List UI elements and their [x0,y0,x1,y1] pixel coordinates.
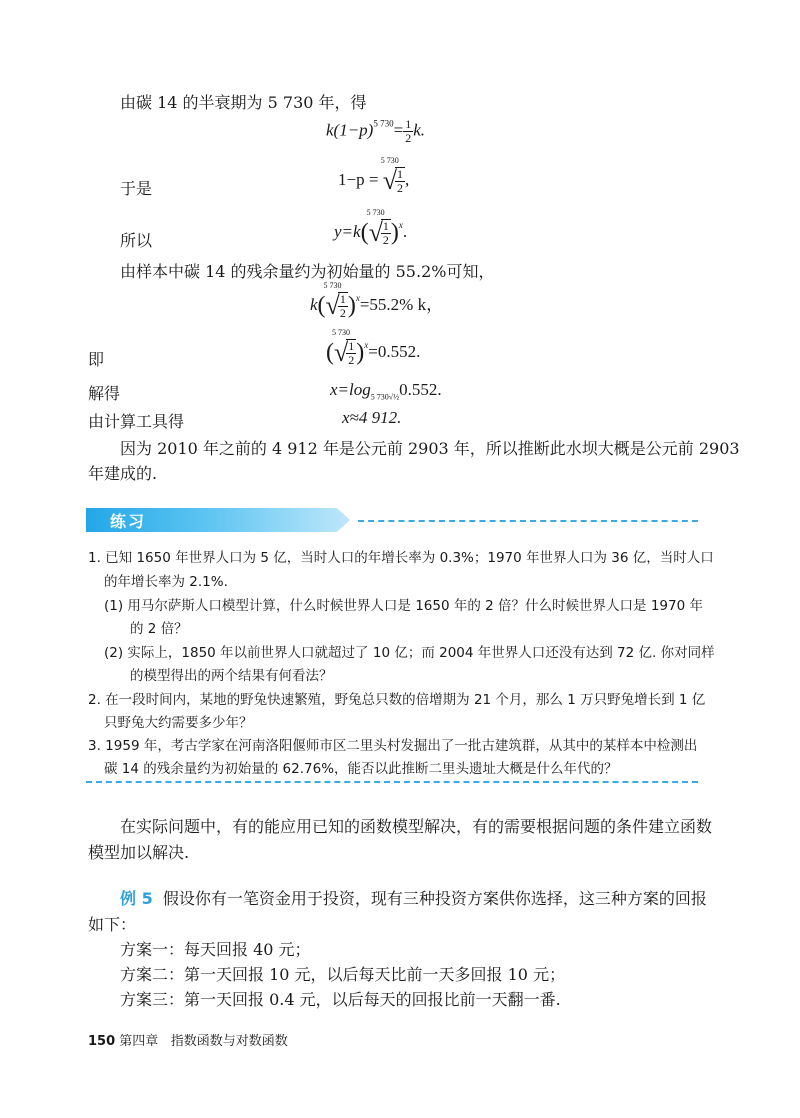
example-5-line-b: 如下： [88,915,137,934]
label-yushi: 于是 [120,179,153,198]
conclusion-line-1: 因为 2010 年之前的 4 912 年是公元前 2903 年，所以推断此水坝大概是公元前 2903 [120,439,740,458]
exercise-divider-bottom [86,781,698,783]
plan-2: 方案二：第一天回报 10 元，以后每天比前一天多回报 10 元； [120,965,566,984]
body-paragraph-line-b: 模型加以解决. [88,843,190,862]
label-calc-tool: 由计算工具得 [88,412,185,431]
equation-4: k( 5 730 √ $\frac{1}{2}$ )$^x$=55.2% k， [310,281,444,321]
chapter-label: 第四章 [119,1034,159,1049]
exercise-q1-line-a: 1. 已知 1650 年世界人口为 5 亿，当时人口的年增长率为 0.3%；1970 年世界人口为 36 亿，当时人口 [88,550,714,566]
label-ji: 即 [88,350,105,369]
label-suoyi: 所以 [120,231,153,250]
equation-6: $x=\log_{5 730√\frac{1}{2}}0.552$. [330,380,442,402]
example-5-line-a: 例 5 假设你有一笔资金用于投资，现有三种投资方案供你选择，这三种方案的回报 [120,889,707,908]
exercise-title: 练习 [110,512,147,531]
chapter-title: 指数函数与对数函数 [170,1034,288,1049]
exercise-q3-line-a: 3. 1959 年，考古学家在河南洛阳偃师市区二里头村发掘出了一批古建筑群，从其中的某样本中检测出 [88,738,698,754]
solution-line-4: 由样本中碳 14 的残余量约为初始量的 55.2%可知， [120,262,495,281]
plan-1: 方案一：每天回报 40 元； [120,940,311,959]
exercise-q3-line-b: 碳 14 的残余量约为初始量的 62.76%，能否以此推断二里头遗址大概是什么年代的？ [104,761,618,777]
solution-line-1: 由碳 14 的半衰期为 5 730 年，得 [120,93,367,112]
exercise-q2-line-a: 2. 在一段时间内，某地的野兔快速繁殖，野兔总只数的倍增期为 21 个月，那么 1 万只野兔增长到 1 亿 [88,692,706,708]
equation-2: 1−p = 5 730 √ $\frac{1}{2}$ , [338,156,410,195]
page-number: 150 [88,1034,116,1049]
exercise-q1-sub1-a: (1) 用马尔萨斯人口模型计算，什么时候世界人口是 1650 年的 2 倍？什么时候世界人口是 1970 年 [104,598,703,614]
body-paragraph-line-a: 在实际问题中，有的能应用已知的函数模型解决，有的需要根据问题的条件建立函数 [120,817,713,836]
page-footer [88,1030,288,1049]
conclusion-line-2: 年建成的. [88,464,158,483]
equation-7: x≈4 912. [342,408,402,427]
exercise-q1-sub2-a: (2) 实际上，1850 年以前世界人口就超过了 10 亿；而 2004 年世界人口还没有达到 72 亿. 你对同样 [104,645,715,661]
exercise-q1-line-b: 的年增长率为 2.1%. [104,574,228,590]
equation-3: y=k( 5 730 √ $\frac{1}{2}$ )$^x$. [334,208,408,247]
label-jiede: 解得 [88,384,121,403]
exercise-q1-sub2-b: 的模型得出的两个结果有何看法？ [130,668,333,684]
equation-5: ( 5 730 √ $\frac{1}{2}$ )$^x$=0.552. [326,328,421,367]
exercise-divider-top [358,520,698,522]
equation-1: $k(1-p)^{5 730}=$ $\frac{1}{2}$ k. [326,117,425,145]
exercise-q1-sub1-b: 的 2 倍？ [130,621,188,637]
plan-3: 方案三：第一天回报 0.4 元，以后每天的回报比前一天翻一番. [120,990,561,1009]
exercise-q2-line-b: 只野兔大约需要多少年？ [104,715,253,731]
example-label: 例 5 [120,889,153,908]
